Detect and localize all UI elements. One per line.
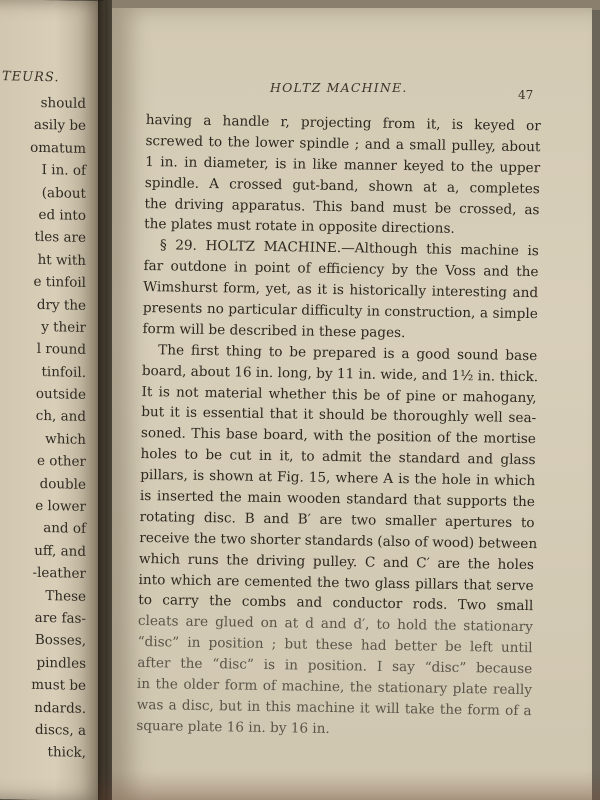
left-line: should (40, 94, 86, 112)
section-heading-line: § 29. HOLTZ MACHINE.—Although this machine is (159, 237, 539, 260)
left-line: asily be (33, 117, 86, 135)
left-line: I in. of (41, 162, 86, 180)
left-page (0, 0, 105, 800)
text-line: pillars, is shown at Fig. 15, where A is the hole in which (140, 467, 536, 490)
text-line: the driving apparatus. This band must be crossed, as (144, 195, 540, 218)
text-line: screwed to the lower spindle ; and a small pulley, about (145, 132, 541, 156)
text-line: soned. This base board, with the position of the mortise (140, 425, 536, 448)
text-line: was a disc, but in this machine it will take the form of a (136, 696, 532, 720)
left-line: e lower (35, 497, 86, 515)
left-line: These (45, 587, 86, 605)
left-line: must be (31, 676, 86, 695)
text-line: is inserted the main wooden standard that supports the (139, 487, 536, 511)
left-line: l round (36, 341, 86, 359)
text-line: having a handle r, projecting from it, is keyed or (145, 111, 541, 135)
text-line: The first thing to be prepared is a good sound base (158, 342, 538, 364)
text-line: after the “disc” is in position. I say “disc” because (137, 655, 533, 678)
text-line: Wimshurst form, yet, as it is historically interesting and (143, 279, 539, 302)
text-line: spindle. A crossed gut-band, shown at a, completes (144, 174, 540, 197)
left-line: omatum (30, 139, 86, 157)
text-line: far outdone in point of efficiency by the Voss and the (143, 258, 539, 281)
left-line: e tinfoil (33, 273, 86, 292)
page-bottom-edge (98, 770, 600, 800)
text-line: 1 in. in diameter, is in like manner keyed to the upper (145, 153, 541, 176)
left-line: ch, and (35, 408, 86, 426)
body-text (136, 110, 541, 743)
left-line: discs, a (34, 721, 86, 739)
text-line: “disc” in position ; but these had better be left until (137, 634, 533, 657)
page-number: 47 (518, 88, 534, 102)
left-line: dry the (36, 296, 86, 314)
text-line: which runs the driving pulley. C and C′ are the holes (138, 550, 535, 573)
left-line: tles are (34, 229, 86, 247)
left-line: and of (43, 520, 86, 538)
text-line: rotating disc. B and B′ are two smaller apertures to (139, 508, 535, 532)
text-line: square plate 16 in. by 16 in. (136, 717, 330, 737)
text-line: in the older form of machine, the stationary plate really (136, 675, 533, 699)
left-line: which (45, 430, 86, 448)
left-line: uff, and (34, 542, 86, 560)
text-line: but it is essential that it should be thoroughly well sea- (141, 404, 537, 427)
text-line: holes to be cut in it, to admit the standard and glass (140, 446, 536, 469)
text-line: form will be described in these pages. (142, 320, 406, 342)
text-line: into which are cemented the two glass pillars that serve (138, 571, 534, 594)
left-line: pindles (36, 654, 86, 672)
left-line: double (39, 475, 86, 493)
left-line: -leather (32, 564, 86, 583)
left-line: (about (41, 184, 86, 202)
left-line: Bosses, (34, 632, 86, 650)
left-running-head: TEURS. (2, 69, 60, 86)
text-line: cleats are glued on at d and d′, to hold the stationary (137, 613, 534, 636)
left-line: tinfoil. (41, 363, 86, 381)
left-line: thick, (47, 744, 86, 762)
left-page-text (0, 91, 100, 765)
left-line: ht with (37, 251, 86, 269)
running-head: HOLTZ MACHINE. (270, 80, 408, 95)
left-line: y their (41, 318, 86, 336)
text-line: board, about 16 in. long, by 11 in. wide, and 1½ in. thick. (141, 362, 539, 385)
text-line: It is not material whether this be of pine or mahogany, (141, 383, 537, 406)
text-line: the plates must rotate in opposite directions. (144, 216, 455, 238)
left-line: ed into (38, 206, 86, 224)
left-line: ndards. (34, 699, 86, 717)
text-line: presents no particular difficulty in construction, a simple (142, 299, 538, 323)
text-line: to carry the combs and conductor rods. Two small (138, 592, 534, 615)
left-line: outside (35, 385, 86, 403)
left-line: are fas- (34, 609, 86, 627)
left-line: e other (37, 453, 86, 471)
text-line: receive the two shorter standards (also of wood) between (139, 529, 538, 553)
